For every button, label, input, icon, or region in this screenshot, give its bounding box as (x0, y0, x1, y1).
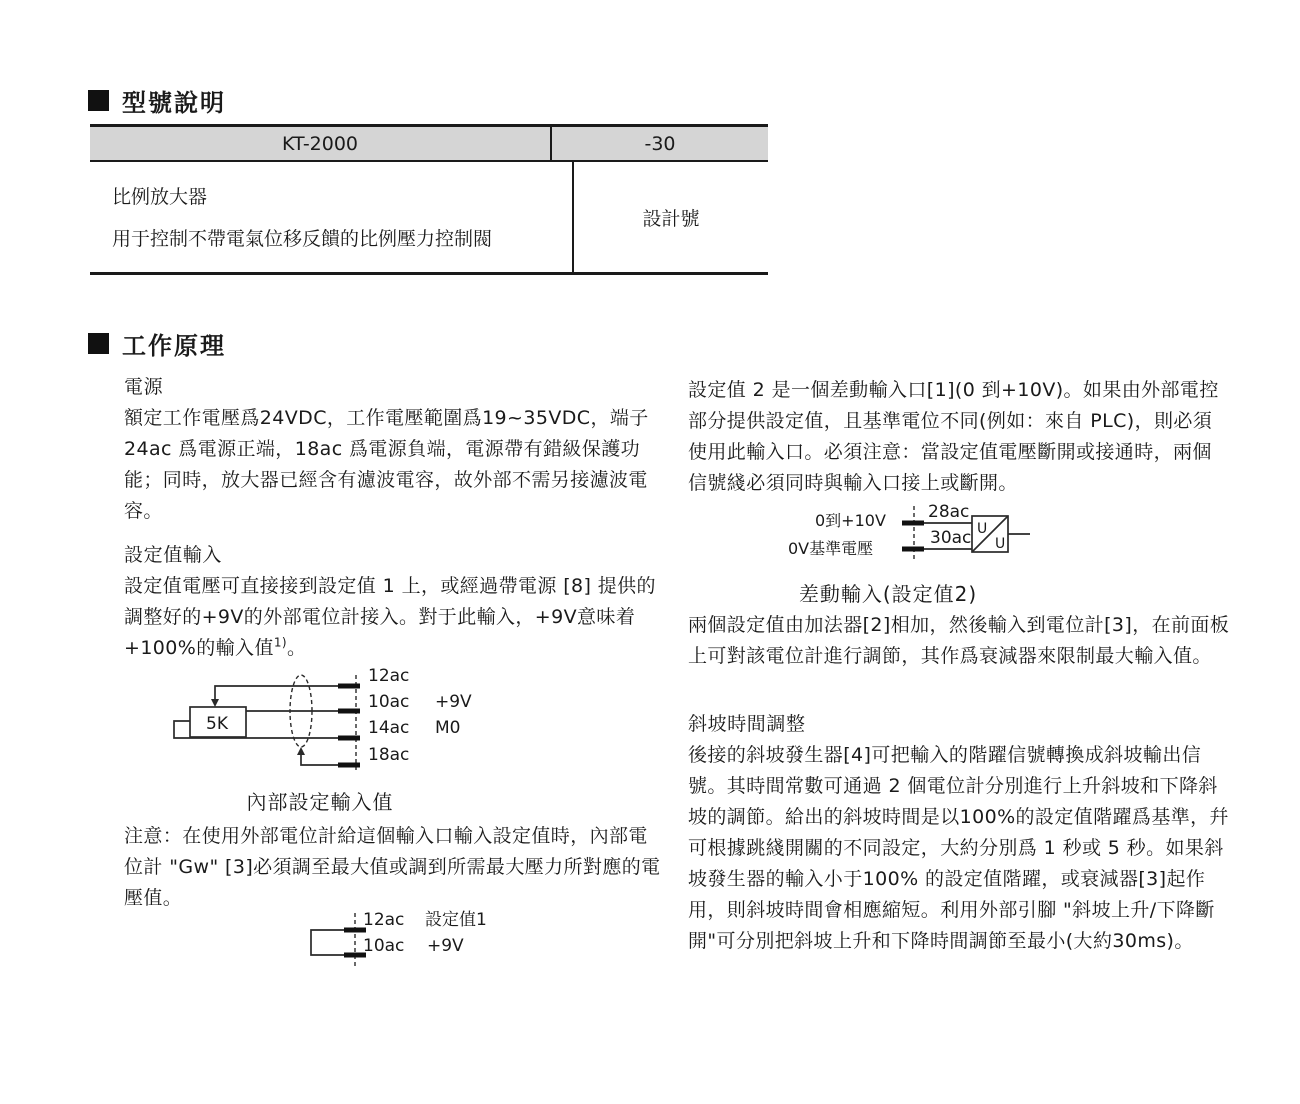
converter-u-bottom: U (995, 536, 1006, 552)
setpoint-text: 設定值電壓可直接接到設定值 1 上，或經過帶電源 [8] 提供的調整好的+9V的外部電位計接入。對于此輸入，+9V意味着+100%的輸入值 (124, 575, 656, 659)
model-table-body-row (90, 162, 768, 272)
model-code-cell: KT-2000 (90, 127, 552, 160)
principle-section-title: 工作原理 (122, 332, 226, 360)
wire-14ac (174, 721, 338, 738)
shield-arrow-icon (297, 747, 305, 755)
diagram1-caption: 內部設定輸入值 (246, 790, 394, 814)
input-range-label: 0到+10V (815, 511, 886, 530)
setpoint-subheading: 設定值輸入 (124, 544, 223, 566)
ramp-paragraph: 後接的斜坡發生器[4]可把輸入的階躍信號轉換成斜坡輸出信號。其時間常數可通過 2 個電位計分別進行上升斜坡和下降斜坡的調節。給出的斜坡時間是以100%的設定值階躍爲基準，幷可根據跳綫開關的不同設定，大約分別爲 1 秒或 5 秒。如果斜坡發生器的輸入小于100% 的設定值階躍，或衰減器[3]起作用，則斜坡時間會相應縮短。利用外部引腳 "斜坡上升/下降斷開"可分別把斜坡上升和下降時間調節至最小(大約30ms)。 (688, 744, 1229, 952)
power-paragraph: 額定工作電壓爲24VDC，工作電壓範圍爲19~35VDC，端子24ac 爲電源正端，18ac 爲電源負端，電源帶有錯級保護功能；同時，放大器已經含有濾波電容，故外部不需另接濾波電容。 (124, 407, 649, 522)
wiper-arrow-icon (211, 699, 219, 707)
signal-label-m0: M0 (435, 718, 461, 738)
reference-voltage-label: 0V基準電壓 (788, 539, 874, 558)
signal-label-setpoint1: 設定值1 (425, 910, 487, 930)
model-code-table (90, 124, 768, 275)
heading-square-icon (88, 90, 109, 111)
design-code-cell: -30 (644, 132, 676, 155)
wiper-wire (215, 686, 338, 700)
potentiometer-value: 5K (206, 714, 228, 734)
model-section-title: 型號說明 (122, 89, 226, 117)
model-description-cell (90, 162, 574, 272)
terminal-bar (338, 684, 360, 689)
footnote-marker: 1) (273, 635, 287, 650)
terminal-bar (902, 547, 924, 552)
wire-18ac (301, 755, 338, 765)
terminal-bar (338, 763, 360, 768)
differential-input-diagram (778, 498, 1048, 570)
ramp-subheading: 斜坡時間調整 (688, 713, 806, 735)
model-section-heading (88, 83, 226, 118)
model-table-header-row (90, 127, 768, 162)
terminal-bar (902, 521, 924, 526)
jumper-wire (311, 930, 344, 955)
principle-section-heading (88, 326, 226, 361)
pin-label-30ac: 30ac (930, 528, 972, 548)
signal-label-9v: +9V (427, 936, 464, 956)
diagram3-caption: 差動輸入(設定值2) (798, 582, 978, 606)
terminal-bar (338, 709, 360, 714)
internal-setpoint-diagram (158, 663, 488, 785)
setpoint-text-tail: 。 (286, 637, 307, 659)
power-subheading: 電源 (124, 376, 164, 398)
terminal-bar (338, 736, 360, 741)
model-description-line1: 比例放大器 (112, 186, 208, 208)
pin-label-10ac: 10ac (368, 692, 410, 712)
model-description-line2: 用于控制不帶電氣位移反饋的比例壓力控制閥 (112, 228, 493, 250)
setpoint-paragraph (124, 571, 662, 664)
setpoint1-jumper-diagram (300, 903, 510, 978)
converter-u-top: U (977, 521, 988, 537)
pin-label-12ac: 12ac (368, 666, 410, 686)
pin-label-10ac: 10ac (363, 936, 405, 956)
pin-label-28ac: 28ac (928, 502, 970, 522)
note-paragraph: 注意：在使用外部電位計給這個輸入口輸入設定值時，內部電位計 "Gw" [3]必須調至最大值或調到所需最大壓力所對應的電壓值。 (124, 825, 661, 909)
pin-label-18ac: 18ac (368, 745, 410, 765)
pin-label-14ac: 14ac (368, 718, 410, 738)
heading-square-icon (88, 333, 109, 354)
setpoint2-paragraph: 設定值 2 是一個差動輸入口[1](0 到+10V)。如果由外部電控部分提供設定值，且基準電位不同(例如：來自 PLC)，則必須使用此輸入口。必須注意：當設定值電壓斷開或接通時，兩個信號綫必須同時與輸入口接上或斷開。 (688, 379, 1219, 494)
signal-label-9v: +9V (435, 692, 472, 712)
pin-label-12ac: 12ac (363, 910, 405, 930)
adder-paragraph: 兩個設定值由加法器[2]相加，然後輸入到電位計[3]，在前面板上可對該電位計進行調節，其作爲衰減器來限制最大輸入值。 (688, 614, 1230, 667)
design-number-cell: 設計號 (642, 207, 700, 230)
